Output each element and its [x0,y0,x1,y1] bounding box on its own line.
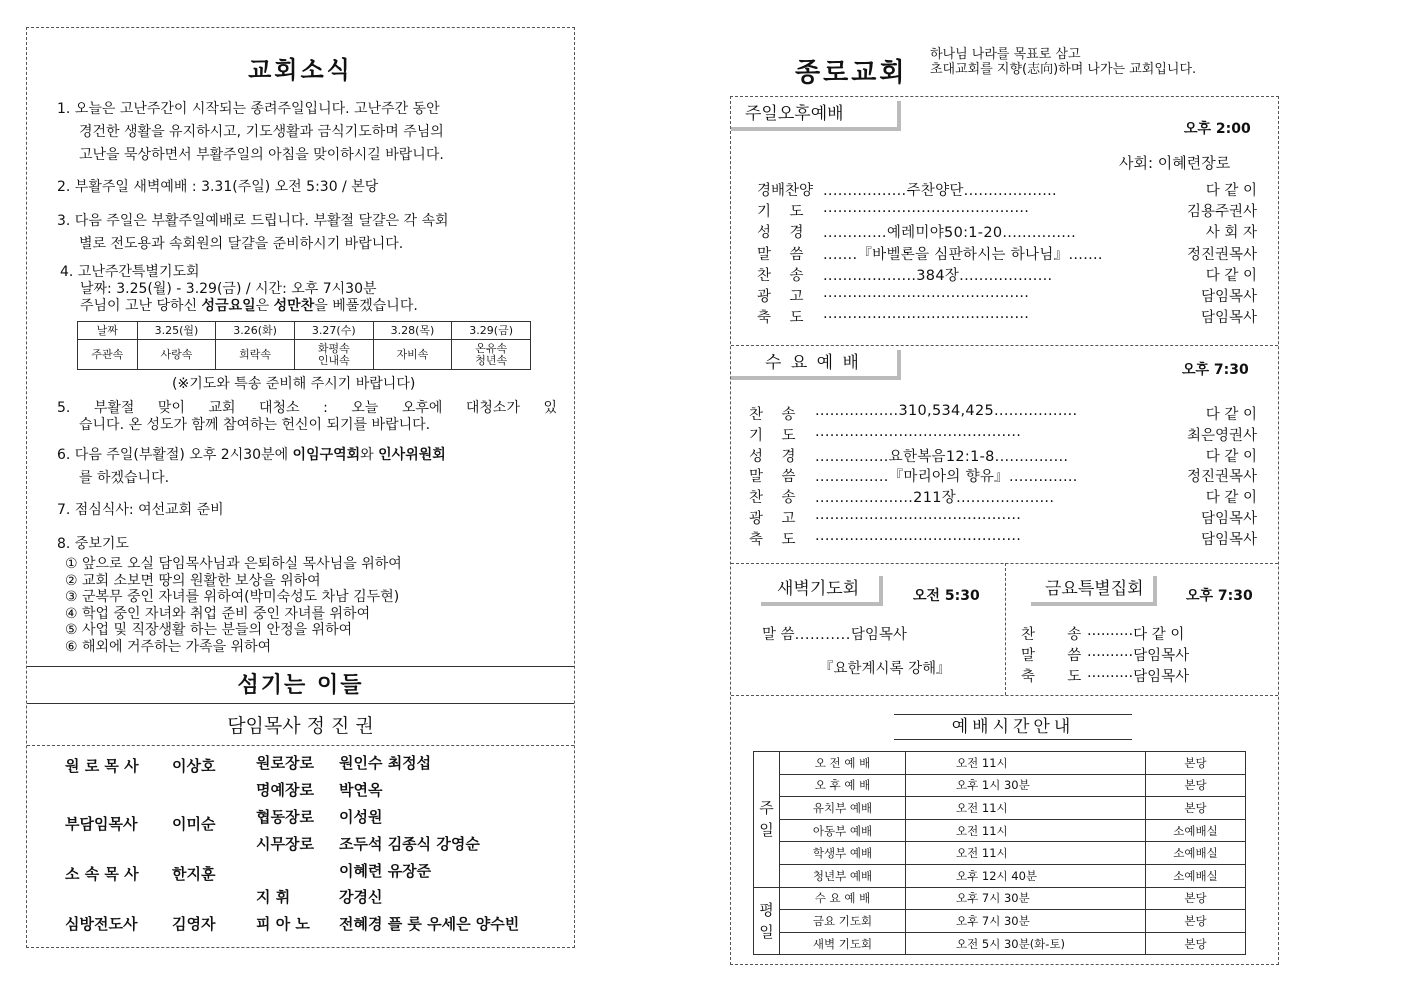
order-who: 담임목사 [1200,531,1257,548]
order-label: 찬 송 [1021,627,1082,643]
order-who: 담임목사 [1133,648,1190,664]
order-row [749,465,1257,486]
staff-role: 지 휘 [256,888,291,906]
schedule-row [754,819,1246,842]
order-label: 기 도 [757,204,804,221]
news-title: 교회소식 [248,56,353,84]
staff-name: 박연옥 [339,781,383,799]
schedule-place: 소예배실 [1146,819,1246,842]
dawn-sermon-title: 『요한계시록 강해』 [819,661,951,677]
staff-name: 이혜련 유장준 [339,862,432,880]
friday-time: 오후 7:30 [1186,588,1253,604]
order-row [749,528,1257,549]
church-motto-line1: 하나님 나라를 목표로 삼고 [930,47,1081,62]
order-row [757,306,1257,327]
order-who: 김용주권사 [1186,204,1257,221]
church-name: 종로교회 [795,58,908,88]
order-middle: .......................................... [823,306,1030,323]
schedule-row [754,774,1246,797]
schedule-row [754,887,1246,910]
order-middle: .......................................... [815,423,1022,440]
order-who: 다 같 이 [1205,183,1257,199]
order-label: 말 씀 [749,469,796,486]
order-row [757,285,1257,306]
staff-role: 시무장로 [256,835,314,853]
order-middle: .................주찬양단................... [823,183,1057,199]
table-cell: 자비속 [373,340,452,370]
schedule-time: 오전 11시 [906,797,1146,820]
order-label: 기 도 [749,427,796,444]
table-cell: 사랑속 [137,340,216,370]
schedule-time: 오전 11시 [906,752,1146,775]
order-label: 축 도 [749,531,796,548]
divider [1005,563,1006,695]
order-who: 다 같 이 [1205,448,1257,465]
order-who: 다 같 이 [1205,490,1257,507]
staff-name: 김영자 [172,915,216,933]
prayer-item: ② 교회 소보면 땅의 원활한 보상을 위하여 [65,572,321,589]
order-row [757,221,1257,242]
tab-wednesday: 수 요 예 배 [731,350,901,380]
worship-schedule-table [753,751,1246,955]
news-item-4-line2: 날짜: 3.25(월) - 3.29(금) / 시간: 오후 7시30분 [80,281,377,297]
servants-title: 섬기는 이들 [27,666,574,704]
news-item-1 [57,98,557,167]
staff-name: 이상호 [172,757,216,775]
order-row [757,264,1257,285]
order-label: 찬 송 [757,267,804,284]
order-row [749,403,1257,424]
order-who: 담임목사 [1133,669,1190,685]
news-item-1-line1: 1. 오늘은 고난주간이 시작되는 종려주일입니다. 고난주간 동안 [57,101,440,117]
schedule-name: 학생부 예배 [780,842,906,865]
staff-role: 명예장로 [256,781,314,799]
order-who: 담임목사 [1200,310,1257,327]
news-item-1-line3: 고난을 묵상하면서 부활주일의 아침을 맞이하시길 바랍니다. [79,147,444,163]
friday-row [1021,665,1189,686]
news-item-6-line1: 6. 다음 주일(부활절) 오후 2시30분에 이임구역회와 인사위원회 [57,447,446,463]
prayer-item: ① 앞으로 오실 담임목사님과 은퇴하실 목사님을 위하여 [65,556,402,572]
order-row [749,507,1257,528]
order-dots: .......... [1087,623,1134,639]
right-panel [730,96,1279,965]
order-row [749,486,1257,507]
schedule-name: 청년부 예배 [780,864,906,887]
divider [731,345,1278,346]
order-label: 축 도 [1021,669,1082,685]
tab-dawn-prayer: 새벽기도회 [761,576,883,606]
order-middle: .......................................... [823,285,1030,301]
prayer-item: ④ 학업 중인 자녀와 취업 준비 중인 자녀를 위하여 [65,605,371,622]
staff-role: 피 아 노 [256,915,310,933]
schedule-group-label: 주 일 [754,752,780,888]
staff-role: 원로장로 [256,754,314,772]
order-label: 경배찬양 [757,183,814,199]
order-row [757,179,1257,200]
schedule-name: 금요 기도회 [780,910,906,933]
news-item-2: 2. 부활주일 새벽예배 : 3.31(주일) 오전 5:30 / 본당 [57,179,379,195]
news-item-6-line2: 를 하겠습니다. [79,470,170,486]
order-middle: ...................384장................... [823,267,1053,284]
church-motto-line2: 초대교회를 지향(志向)하며 나가는 교회입니다. [930,62,1197,77]
schedule-name: 수 요 예 배 [780,887,906,910]
schedule-time: 오후 1시 30분 [906,774,1146,797]
schedule-row [754,797,1246,820]
news-item-4 [60,264,560,315]
order-label: 광 고 [749,511,796,527]
order-who: 다 같 이 [1133,627,1185,643]
order-label: 말 씀 [1021,648,1082,664]
prayer-list [65,556,402,655]
news-item-4-line3: 주님이 고난 당하신 성금요일은 성만찬을 베풀겠습니다. [80,298,418,314]
news-item-7: 7. 점심식사: 여선교회 준비 [57,502,224,518]
table-header-cell: 3.29(금) [452,322,531,340]
sunday-afternoon-leader: 사회: 이혜련장로 [1119,154,1231,172]
order-row [757,200,1257,221]
order-who: 담임목사 [1200,289,1257,305]
news-item-3-line1: 3. 다음 주일은 부활주일예배로 드립니다. 부활절 달걀은 각 속회 [57,213,449,229]
table-cell: 주관속 [78,340,138,370]
staff-name: 강경신 [339,888,383,906]
order-middle: ...............요한복음12:1-8............... [815,448,1069,465]
prayer-item: ③ 군복무 중인 자녀를 위하여(박미숙성도 차남 김두현) [65,589,400,605]
schedule-time: 오후 7시 30분 [906,887,1146,910]
staff-role: 심방전도사 [65,915,138,933]
order-who: 정진권목사 [1186,246,1257,263]
news-item-1-line2: 경건한 생활을 유지하시고, 기도생활과 금식기도하며 주님의 [79,124,444,140]
order-who: 다 같 이 [1205,407,1257,423]
order-middle: .......『바벨론을 심판하시는 하나님』....... [823,246,1103,263]
order-who: 사 회 자 [1205,225,1257,242]
news-item-3-line2: 별로 전도용과 속회원의 달걀을 준비하시기 바랍니다. [79,236,404,252]
schedule-place: 소예배실 [1146,864,1246,887]
table-note: (※기도와 특송 준비해 주시기 바랍니다) [172,376,416,392]
order-label: 찬 송 [749,407,796,423]
schedule-time: 오전 11시 [906,842,1146,865]
table-cell: 희락속 [216,340,295,370]
schedule-title: 예배시간안내 [894,714,1132,740]
schedule-time: 오후 12시 40분 [906,864,1146,887]
staff-role: 소 속 목 사 [65,865,139,883]
order-row [749,424,1257,445]
order-dots: .......... [1087,665,1134,681]
order-middle: ...............『마리아의 향유』.............. [815,469,1078,486]
staff-name: 원인수 최정섭 [339,754,432,772]
church-motto [930,47,1196,77]
order-who: 다 같 이 [1205,267,1257,284]
order-middle: ....................211장.................... [815,490,1055,507]
schedule-name: 오 후 예 배 [780,774,906,797]
schedule-row [754,910,1246,933]
order-who: 담임목사 [1200,511,1257,527]
friday-row [1021,623,1184,644]
staff-role: 협동장로 [256,808,314,826]
order-who: 정진권목사 [1186,469,1257,486]
schedule-row [754,864,1246,887]
schedule-time: 오전 11시 [906,819,1146,842]
schedule-place: 본당 [1146,797,1246,820]
schedule-name: 유치부 예배 [780,797,906,820]
order-middle: .................310,534,425................. [815,403,1078,419]
prayer-meeting-table [77,321,531,370]
order-row [749,445,1257,466]
order-label: 성 경 [749,448,796,465]
schedule-row [754,932,1246,955]
schedule-place: 본당 [1146,910,1246,933]
tab-friday-meeting: 금요특별집회 [1031,576,1157,606]
news-item-8: 8. 중보기도 [57,536,129,552]
dawn-time: 오전 5:30 [913,588,980,604]
schedule-place: 본당 [1146,932,1246,955]
wednesday-time: 오후 7:30 [1182,362,1249,378]
schedule-name: 아동부 예배 [780,819,906,842]
news-item-6 [57,444,557,490]
divider [731,695,1278,696]
staff-name: 이미순 [172,815,216,833]
schedule-row [754,752,1246,775]
schedule-place: 본당 [1146,752,1246,775]
schedule-time: 오전 5시 30분(화-토) [906,932,1146,955]
table-cell: 온유속 청년속 [452,340,531,370]
staff-name: 전혜경 플 룻 우세은 양수빈 [339,915,520,933]
staff-name: 조두석 김종식 강영순 [339,835,480,853]
table-header-cell: 3.28(목) [373,322,452,340]
order-label: 성 경 [757,225,804,242]
order-who: 최은영권사 [1186,427,1257,444]
schedule-name: 새벽 기도회 [780,932,906,955]
schedule-place: 본당 [1146,774,1246,797]
order-middle: .............예레미야50:1-20............... [823,225,1077,242]
table-header-cell: 3.27(수) [294,322,373,340]
table-header-cell: 날짜 [78,322,138,340]
tab-sunday-afternoon: 주일오후예배 [731,101,901,131]
senior-pastor: 담임목사 정 진 권 [27,706,574,746]
news-item-5-line1: 5. 부활절 맞이 교회 대청소 : 오늘 오후에 대청소가 있 [57,400,557,416]
staff-name: 이성원 [339,808,383,826]
table-cell: 화평속 인내속 [294,340,373,370]
order-row [757,243,1257,264]
order-label: 축 도 [757,310,804,327]
news-item-5 [57,400,557,434]
order-middle: .......................................... [815,507,1022,523]
table-header-cell: 3.26(화) [216,322,295,340]
order-label: 말 씀 [757,246,804,263]
schedule-group-label: 평 일 [754,887,780,955]
news-item-3 [57,210,557,256]
news-item-4-line1: 4. 고난주간특별기도회 [60,264,200,280]
staff-role: 부담임목사 [65,815,138,833]
dawn-sermon-line: 말 씀...........담임목사 [762,627,907,643]
order-label: 찬 송 [749,490,796,507]
schedule-place: 본당 [1146,887,1246,910]
staff-role: 원 로 목 사 [65,757,139,775]
schedule-time: 오후 7시 30분 [906,910,1146,933]
order-middle: .......................................... [823,200,1030,217]
table-header-cell: 3.25(월) [137,322,216,340]
prayer-item: ⑥ 해외에 거주하는 가족을 위하여 [65,638,272,655]
schedule-row [754,842,1246,865]
order-label: 광 고 [757,289,804,305]
news-item-5-line2: 습니다. 온 성도가 함께 참여하는 헌신이 되기를 바랍니다. [79,417,431,433]
order-middle: .......................................... [815,527,1022,544]
prayer-item: ⑤ 사업 및 직장생활 하는 분들의 안정을 위하여 [65,622,353,638]
schedule-place: 소예배실 [1146,842,1246,865]
schedule-name: 오 전 예 배 [780,752,906,775]
staff-name: 한지훈 [172,865,216,883]
order-dots: .......... [1087,644,1134,660]
left-panel [26,27,575,948]
friday-row [1021,644,1189,665]
sunday-afternoon-time: 오후 2:00 [1184,121,1251,137]
